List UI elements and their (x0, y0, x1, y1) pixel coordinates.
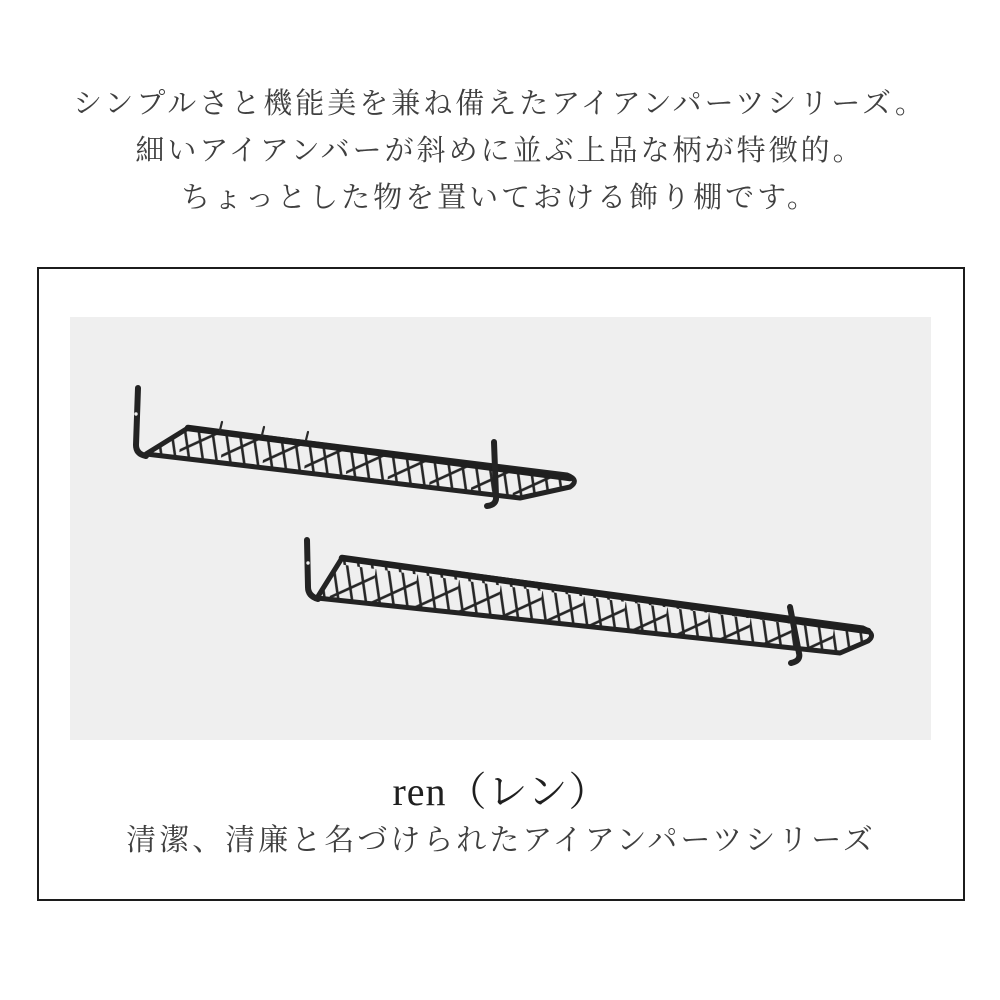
intro-line-3: ちょっとした物を置いておける飾り棚です。 (181, 182, 819, 214)
product-series-subtitle: 清潔、清廉と名づけられたアイアンパーツシリーズ (126, 824, 876, 857)
product-photo (70, 317, 931, 740)
bracket-screw-hole (306, 561, 309, 564)
product-series-title: ren（レン） (392, 769, 610, 814)
bracket-screw-hole (134, 412, 137, 415)
intro-line-2: 細いアイアンバーが斜めに並ぶ上品な柄が特徴的。 (135, 135, 865, 167)
intro-text (0, 81, 1000, 222)
shelf-illustration (70, 317, 931, 740)
intro-line-1: シンプルさと機能美を兼ね備えたアイアンパーツシリーズ。 (73, 88, 927, 120)
upper-wall-shelf (134, 388, 574, 506)
lower-wall-shelf (306, 540, 871, 663)
product-frame (37, 267, 965, 901)
